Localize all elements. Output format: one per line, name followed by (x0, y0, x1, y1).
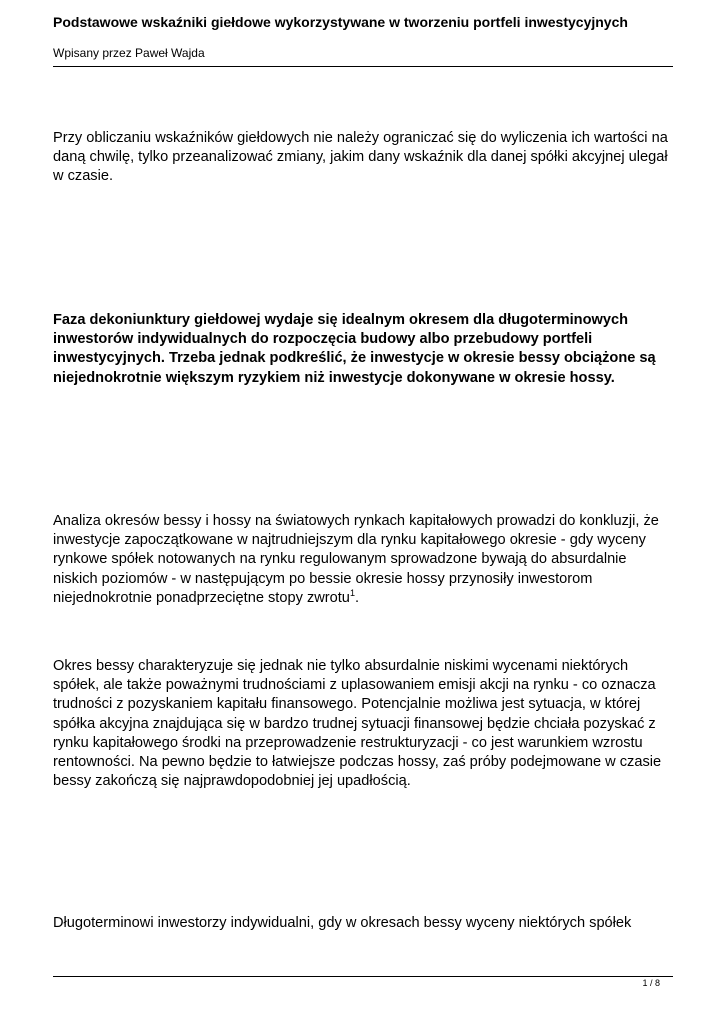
paragraph-bear-market: Okres bessy charakteryzuje się jednak nie tylko absurdalnie niskimi wycenami niektórych spółek, ale także poważnymi trudnościami z uplasowaniem emisji akcji na rynku - co oznacza trudności z pozyskaniem kapitału finansowego. Potencjalnie możliwa jest sytuacja, w której spółka akcyjna znajdująca się w bardzo trudnej sytuacji finansowej będzie chciała pozyskać z rynku kapitałowego środki na przeprowadzenie restrukturyzacji - co jest warunkiem wzrostu rentowności. Na pewno będzie to łatwiejsze podczas hossy, zaś próby podejmowane w czasie bessy zakończą się najprawdopodobniej jej upadłością. (53, 658, 662, 790)
page-number: 1 / 8 (642, 978, 660, 988)
header-divider (53, 66, 673, 67)
footnote-marker[interactable]: 1 (349, 587, 355, 598)
paragraph-analysis (53, 512, 673, 608)
paragraph-analysis-text: Analiza okresów bessy i hossy na światowych rynkach kapitałowych prowadzi do konkluzji, że inwestycje zapoczątkowane w najtrudniejszym dla rynku kapitałowego okresie - gdy wyceny rynkowe spółek notowanych na rynku regulowanym sprowadzone bywają do absurdalnie niskich poziomów - w następującym po bessie okresie hossy przynosiły inwestorom niejednokrotnie ponadprzeciętne stopy zwrotu (53, 513, 659, 606)
paragraph-analysis-end: . (354, 589, 360, 606)
document-title: Podstawowe wskaźniki giełdowe wykorzystywane w tworzeniu portfeli inwestycyjnych (53, 14, 628, 30)
footer-divider (53, 976, 673, 977)
paragraph-long-term-investors: Długoterminowi inwestorzy indywidualni, gdy w okresach bessy wyceny niektórych spółek (53, 915, 632, 931)
author-byline: Wpisany przez Paweł Wajda (53, 46, 205, 60)
paragraph-intro: Przy obliczaniu wskaźników giełdowych nie należy ograniczać się do wyliczenia ich wartości na daną chwilę, tylko przeanalizować zmiany, jakim dany wskaźnik dla danej spółki akcyjnej ulegał w czasie. (53, 130, 668, 185)
paragraph-highlight: Faza dekoniunktury giełdowej wydaje się idealnym okresem dla długoterminowych inwestorów indywidualnych do rozpoczęcia budowy albo przebudowy portfeli inwestycyjnych. Trzeba jednak podkreślić, że inwestycje w okresie bessy obciążone są niejednokrotnie większym ryzykiem niż inwestycje dokonywane w okresie hossy. (53, 312, 656, 386)
